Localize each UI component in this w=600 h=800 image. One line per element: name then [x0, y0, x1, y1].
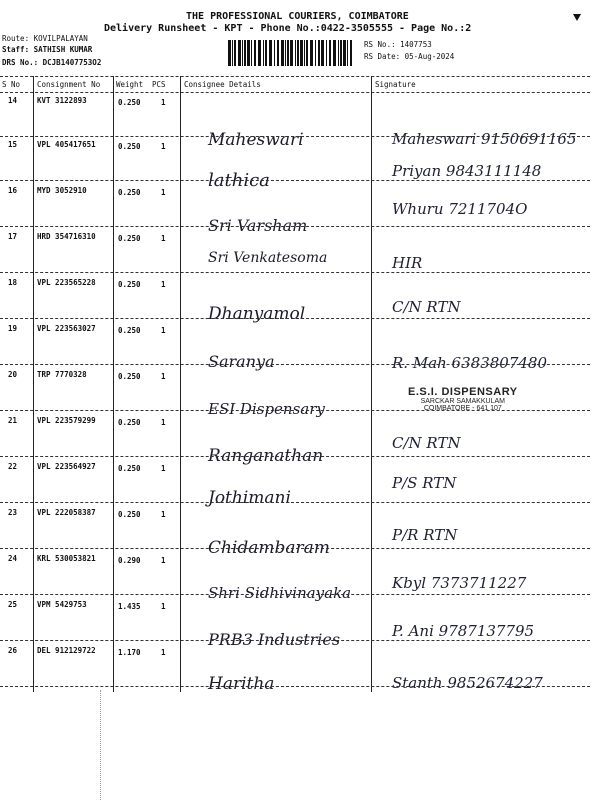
row-pcs: 1	[161, 372, 166, 381]
barcode-bar	[274, 40, 275, 66]
barcode-bar	[295, 40, 296, 66]
row-weight: 0.250	[118, 510, 141, 519]
row-consignment-no: VPM 5429753	[37, 600, 87, 609]
rs-date: RS Date: 05-Aug-2024	[364, 52, 455, 61]
row-sno: 19	[8, 324, 18, 333]
barcode-bar	[333, 40, 336, 66]
barcode-bar	[343, 40, 346, 66]
barcode-bar	[306, 40, 308, 66]
row-consignee-name: Sri Venkatesoma	[208, 250, 328, 266]
row-consignee-name: ESI Dispensary	[208, 400, 325, 418]
col-header-consignee: Consignee Details	[184, 80, 261, 89]
col-divider-sno	[33, 76, 34, 692]
row-sno: 14	[8, 96, 18, 105]
header-bottom-rule	[0, 92, 590, 93]
row-consignment-no: VPL 223563027	[37, 324, 96, 333]
barcode-bar	[287, 40, 289, 66]
row-pcs: 1	[161, 556, 166, 565]
stamp-line-3: COIMBATORE - 641 107	[423, 405, 502, 412]
col-header-consignment: Consignment No	[37, 80, 101, 89]
row-sno: 23	[8, 508, 18, 517]
stamp-line-2: SARCKAR SAMAKKULAM	[420, 398, 505, 405]
barcode-bar	[297, 40, 299, 66]
row-pcs: 1	[161, 510, 166, 519]
barcode-image	[228, 40, 354, 66]
row-signature: Stanth 9852674227	[392, 674, 543, 692]
row-pcs: 1	[161, 326, 166, 335]
row-consignee-name: Ranganathan	[208, 446, 324, 466]
barcode-bar	[326, 40, 327, 66]
row-signature: Maheswari 9150691165	[392, 130, 577, 148]
col-header-pcs: PCS	[152, 80, 166, 89]
row-consignment-no: HRD 354716310	[37, 232, 96, 241]
barcode-bar	[347, 40, 348, 66]
row-divider	[0, 364, 590, 365]
row-pcs: 1	[161, 418, 166, 427]
runsheet-subtitle: Delivery Runsheet - KPT - Phone No.:0422-3505555 - Page No.:2	[104, 23, 472, 34]
barcode-bar	[321, 40, 324, 66]
drs-number: DRS No.: DCJB1407753O2	[2, 58, 102, 67]
row-signature: C/N RTN	[392, 434, 461, 452]
row-consignee-name: Chidambaram	[208, 538, 330, 558]
row-consignee-name: Maheswari	[208, 130, 304, 150]
rs-number: RS No.: 1407753	[364, 40, 432, 49]
barcode-bar	[269, 40, 272, 66]
barcode-bar	[254, 40, 256, 66]
row-pcs: 1	[161, 280, 166, 289]
row-consignee-name: Haritha	[208, 674, 275, 694]
row-consignee-name: Dhanyamol	[208, 304, 306, 324]
row-sno: 16	[8, 186, 18, 195]
barcode-bar	[277, 40, 279, 66]
company-title: THE PROFESSIONAL COURIERS, COIMBATORE	[186, 11, 409, 22]
barcode-bar	[318, 40, 320, 66]
esi-dispensary-stamp	[408, 386, 518, 412]
row-pcs: 1	[161, 98, 166, 107]
row-consignee-name: Shri Sidhivinayaka	[208, 584, 352, 602]
row-consignment-no: KVT 3122893	[37, 96, 87, 105]
barcode-bar	[228, 40, 231, 66]
row-weight: 0.250	[118, 372, 141, 381]
row-pcs: 1	[161, 602, 166, 611]
paper-fold-line	[100, 690, 101, 800]
barcode-bar	[315, 40, 316, 66]
row-divider	[0, 318, 590, 319]
barcode-bar	[290, 40, 293, 66]
row-consignment-no: VPL 223565228	[37, 278, 96, 287]
row-pcs: 1	[161, 464, 166, 473]
row-consignee-name: Jothimani	[208, 488, 291, 508]
row-weight: 0.250	[118, 418, 141, 427]
row-signature: P/R RTN	[392, 526, 458, 544]
row-divider	[0, 548, 590, 549]
col-header-weight: Weight	[116, 80, 144, 89]
row-weight: 0.250	[118, 464, 141, 473]
barcode-bar	[242, 40, 243, 66]
barcode-bar	[244, 40, 246, 66]
row-signature: P. Ani 9787137795	[392, 622, 535, 640]
row-sno: 24	[8, 554, 18, 563]
table-top-rule	[0, 76, 590, 77]
barcode-bar	[263, 40, 264, 66]
row-signature: R. Mah 6383807480	[392, 354, 547, 372]
row-consignment-no: MYD 3052910	[37, 186, 87, 195]
row-weight: 0.250	[118, 326, 141, 335]
dropdown-arrow-icon	[573, 14, 581, 21]
row-weight: 0.250	[118, 280, 141, 289]
staff-label: Staff: SATHISH KUMAR	[2, 45, 93, 54]
row-consignment-no: KRL 530053821	[37, 554, 96, 563]
row-sno: 18	[8, 278, 18, 287]
row-pcs: 1	[161, 188, 166, 197]
barcode-bar	[329, 40, 331, 66]
row-sno: 17	[8, 232, 18, 241]
row-divider	[0, 640, 590, 641]
col-header-sno: S No	[2, 80, 21, 89]
row-divider	[0, 456, 590, 457]
row-consignment-no: VPL 222058387	[37, 508, 96, 517]
row-signature: C/N RTN	[392, 298, 461, 316]
row-consignment-no: VPL 223579299	[37, 416, 96, 425]
barcode-bar	[310, 40, 313, 66]
row-consignment-no: DEL 912129722	[37, 646, 96, 655]
col-header-signature: Signature	[375, 80, 416, 89]
row-sno: 21	[8, 416, 18, 425]
row-divider	[0, 136, 590, 137]
barcode-bar	[338, 40, 339, 66]
row-consignment-no: VPL 405417651	[37, 140, 96, 149]
row-sno: 15	[8, 140, 18, 149]
row-pcs: 1	[161, 234, 166, 243]
barcode-bar	[251, 40, 252, 66]
col-divider-signature	[371, 76, 372, 692]
row-divider	[0, 226, 590, 227]
row-weight: 0.250	[118, 142, 141, 151]
col-divider-cons	[113, 76, 114, 692]
row-weight: 1.170	[118, 648, 141, 657]
barcode-bar	[281, 40, 284, 66]
row-signature: Whuru 7211704O	[392, 200, 528, 218]
row-consignee-name: Sri Varsham	[208, 216, 308, 235]
barcode-bar	[234, 40, 236, 66]
row-weight: 0.290	[118, 556, 141, 565]
row-pcs: 1	[161, 648, 166, 657]
barcode-bar	[247, 40, 250, 66]
row-consignment-no: VPL 223564927	[37, 462, 96, 471]
row-divider	[0, 180, 590, 181]
row-signature: Kbyl 7373711227	[392, 574, 527, 592]
row-sno: 26	[8, 646, 18, 655]
row-weight: 0.250	[118, 98, 141, 107]
row-divider	[0, 272, 590, 273]
row-sno: 22	[8, 462, 18, 471]
stamp-line-1: E.S.I. DISPENSARY	[408, 386, 518, 398]
barcode-bar	[258, 40, 261, 66]
row-weight: 0.250	[118, 234, 141, 243]
barcode-bar	[265, 40, 267, 66]
row-signature: P/S RTN	[392, 474, 457, 492]
row-divider	[0, 594, 590, 595]
barcode-bar	[300, 40, 303, 66]
row-signature: HIR	[392, 254, 423, 272]
row-consignee-name: PRB3 Industries	[208, 630, 341, 649]
barcode-bar	[350, 40, 352, 66]
row-sno: 25	[8, 600, 18, 609]
row-weight: 0.250	[118, 188, 141, 197]
row-signature: Priyan 9843111148	[392, 162, 542, 180]
barcode-bar	[285, 40, 286, 66]
route-label: Route: KOVILPALAYAN	[2, 34, 88, 43]
row-divider	[0, 502, 590, 503]
row-consignee-name: Saranya	[208, 352, 275, 371]
col-divider-consignee	[180, 76, 181, 692]
row-divider	[0, 686, 590, 687]
barcode-bar	[340, 40, 342, 66]
barcode-bar	[304, 40, 305, 66]
barcode-bar	[232, 40, 233, 66]
row-weight: 1.435	[118, 602, 141, 611]
row-consignment-no: TRP 7770328	[37, 370, 87, 379]
row-sno: 20	[8, 370, 18, 379]
row-consignee-name: lathica	[208, 170, 270, 191]
row-pcs: 1	[161, 142, 166, 151]
barcode-bar	[238, 40, 241, 66]
